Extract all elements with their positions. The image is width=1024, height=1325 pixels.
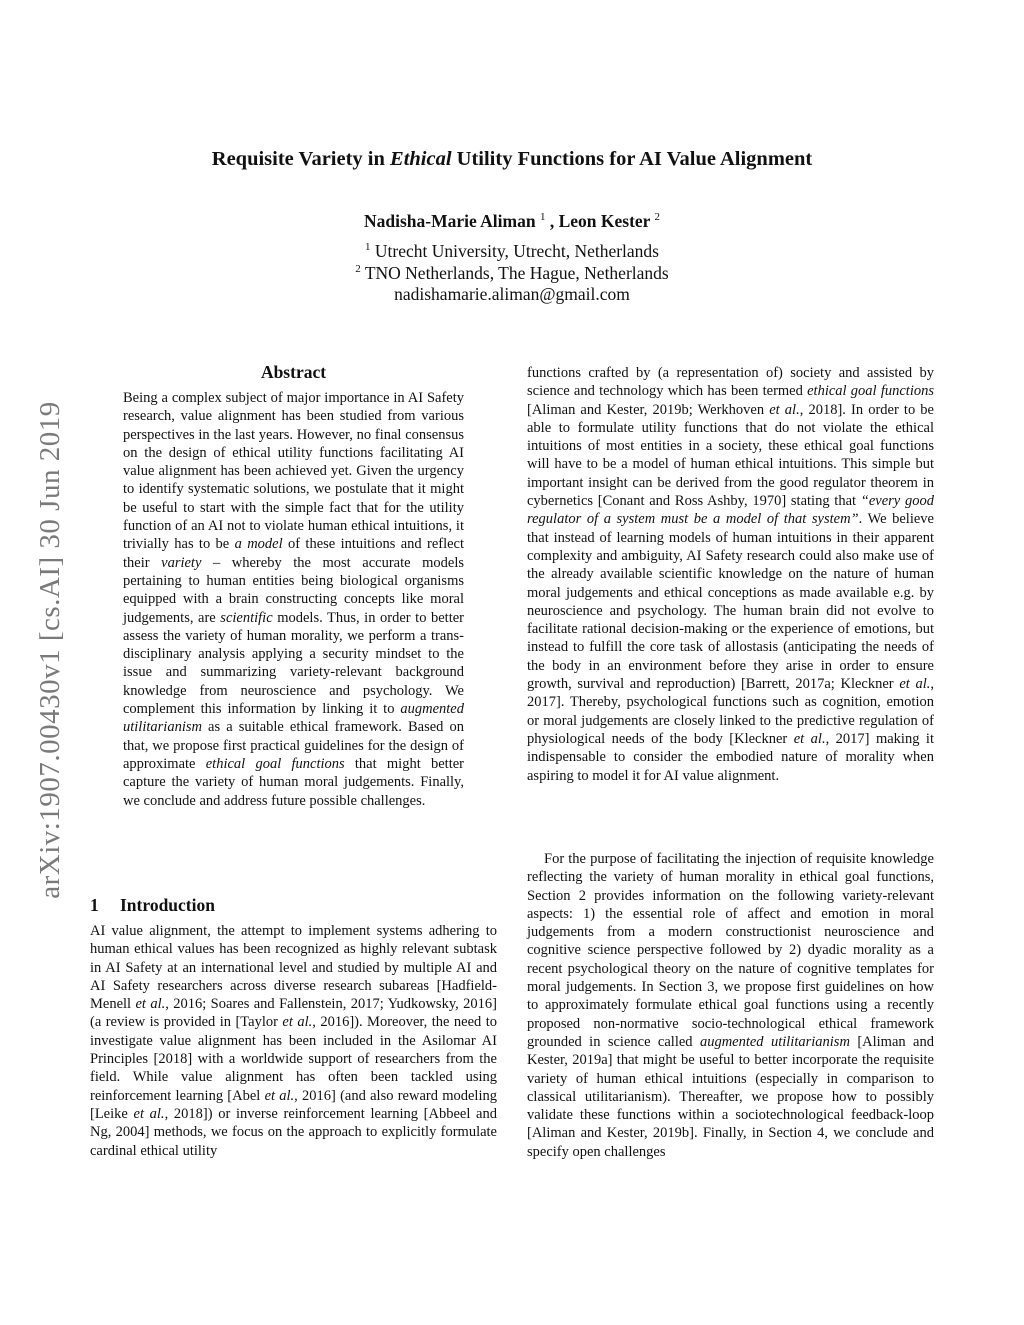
- affiliation: [100, 258, 924, 284]
- text-run: . We believe that instead of learning models of human intuitions in their apparent complexity and ambiguity, AI Safety research could also make use of the already available scientific knowledge on the nature of human moral judgements and ethical conceptions as made available e.g. by neuroscience and psychology. The human brain did not evolve to facilitate rational decision-making or the experience of emotions, but instead to fulfill the core task of allostasis (anticipating the needs of the body in an environment before they arise in order to ensure growth, survival and reproduction) [Barrett, 2017a; Kleckner: [527, 511, 934, 693]
- italic-run: et al.: [264, 1087, 295, 1104]
- author-affiliation-mark: 2: [654, 211, 661, 223]
- right-column-paragraph: [527, 364, 934, 785]
- section-number: 1: [90, 895, 99, 915]
- text-run: , 2016; Soares and Fallenstein, 2017; Yudkowsky, 2016] (a review is provided in [Taylor: [90, 996, 497, 1031]
- arxiv-stamp: arXiv:1907.00430v1 [cs.AI] 30 Jun 2019: [34, 401, 66, 899]
- text-run: [Aliman and Kester, 2019b; Werkhoven: [527, 401, 770, 418]
- affiliation-text: Utrecht University, Utrecht, Netherlands: [374, 241, 659, 261]
- title-part: Requisite Variety in: [211, 148, 391, 170]
- author-line: [100, 205, 924, 233]
- italic-run: et al.: [899, 676, 931, 693]
- section-title: Introduction: [120, 895, 215, 915]
- abstract-body: [123, 389, 464, 810]
- italic-run: a model: [234, 536, 283, 553]
- title-italic: Ethical: [390, 148, 452, 170]
- right-column-paragraph: [527, 850, 934, 1161]
- italic-run: variety: [161, 554, 202, 571]
- section-heading-introduction: [90, 893, 497, 917]
- text-run: models. Thus, in order to better assess the variety of human morality, we perform a transdisciplinary analysis applying a security mindset to the issue and summarizing variety-relevant background knowledge from neuroscience and psychology. We complement this information by linking it to: [123, 609, 464, 718]
- italic-run: et al.: [769, 401, 800, 418]
- text-run: , 2018]. In order to be able to formulate utility functions that do not violate the ethical intuitions of most entities in a society, these ethical goal functions will have to be a model of human ethical intuitions. This simple but important insight can be derived from the good regulator theorem in cybernetics [Conant and Ross Ashby, 1970] stating that: [527, 401, 934, 510]
- text-run: AI value alignment, the attempt to implement systems adhering to human ethical values has been recognized as highly relevant subtask in AI Safety at an international level and studied by multiple AI and AI Safety researchers across diverse research subareas [Hadfield-Menell: [90, 923, 497, 1013]
- text-run: , 2016]). Moreover, the need to investigate value alignment has been included in the Asilomar AI Principles [2018] with a worldwide support of researchers from the field. While value alignment has often been tackled using reinforcement learning [Abel: [90, 1014, 497, 1104]
- italic-run: et al.: [133, 1105, 165, 1122]
- italic-run: ethical goal functions: [807, 383, 934, 400]
- text-run: – whereby the most accurate models pertaining to human entities being biological organisms equipped with a brain constructing concepts like moral judgements, are: [123, 554, 464, 626]
- affiliation-mark: 2: [355, 263, 361, 275]
- italic-run: et al.: [282, 1014, 313, 1031]
- italic-run: augmented utilitarianism: [699, 1033, 850, 1050]
- author-email: nadishamarie.aliman@gmail.com: [394, 284, 630, 304]
- text-run: , 2017]. Thereby, psychological functions such as cognition, emotion or moral judgements are closely linked to the predictive regulation of physiological needs of the body [Kleckner: [527, 676, 934, 747]
- text-run: that might better capture the variety of human moral judgements. Finally, we conclude and address future possible challenges.: [123, 755, 464, 809]
- text-run: , 2017] making it indispensable to consider the embodied nature of morality when aspiring to model it for AI value alignment.: [527, 730, 934, 784]
- italic-run: et al.: [135, 996, 166, 1013]
- author-separator: ,: [545, 211, 559, 231]
- text-run: Being a complex subject of major importance in AI Safety research, value alignment has been studied from various perspectives in the last years. However, no final consensus on the design of ethical utility functions facilitating AI value alignment has been achieved yet. Given the urgency to identify systematic solutions, we postulate that it might be useful to start with the simple fact that for the utility function of an AI not to violate human ethical intuitions, it trivially has to be: [123, 390, 464, 553]
- text-run: , 2018]) or inverse reinforcement learning [Abbeel and Ng, 2004] methods, we focus on the approach to explicitly formulate cardinal ethical utility: [90, 1105, 497, 1159]
- author-name: Leon Kester: [558, 211, 651, 231]
- author-name: Nadisha-Marie Aliman: [363, 211, 536, 231]
- abstract-heading: Abstract: [260, 362, 327, 382]
- title-part: Utility Functions for AI Value Alignment: [451, 148, 813, 170]
- italic-run: scientific: [220, 609, 273, 626]
- italic-run: ethical goal functions: [205, 755, 345, 772]
- text-run: [Aliman and Kester, 2019a] that might be useful to better incorporate the requisite variety of human ethical intuitions (especially in comparison to classical utilitarianism). Thereafter, we propose how to possibly validate these functions within a sociotechnological feedback-loop [Aliman and Kester, 2019b]. Finally, in Section 4, we conclude and specify open challenges: [527, 1033, 934, 1160]
- text-run: For the purpose of facilitating the injection of requisite knowledge reflecting the variety of human morality in ethical goal functions, Section 2 provides information on the following variety-relevant aspects: 1) the essential role of affect and emotion in moral judgements from a modern constructionist neuroscience and cognitive science perspective followed by 2) dyadic morality as a recent psychological theory on the nature of cognitive templates for moral judgements. In Section 3, we propose first guidelines on how to approximately formulate ethical goal functions using a recently proposed non-normative socio-technological ethical framework grounded in science called: [527, 851, 934, 1050]
- italic-run: “every good regulator of a system must be a model of that system”: [527, 493, 934, 528]
- text-run: as a suitable ethical framework. Based on that, we propose first practical guidelines for the design of approximate: [123, 719, 464, 772]
- introduction-paragraph: [90, 922, 497, 1160]
- author-affiliation-mark: 1: [539, 211, 546, 223]
- paper-title: [100, 145, 924, 173]
- italic-run: augmented utilitarianism: [123, 701, 464, 736]
- affiliation-mark: 1: [365, 241, 371, 253]
- text-run: of these intuitions and reflect their: [123, 536, 465, 571]
- italic-run: et al.: [793, 730, 826, 747]
- text-run: functions crafted by (a representation of) society and assisted by science and technology which has been termed: [527, 365, 934, 400]
- text-run: , 2016] (and also reward modeling [Leike: [90, 1087, 497, 1122]
- affiliation-text: TNO Netherlands, The Hague, Netherlands: [364, 263, 669, 283]
